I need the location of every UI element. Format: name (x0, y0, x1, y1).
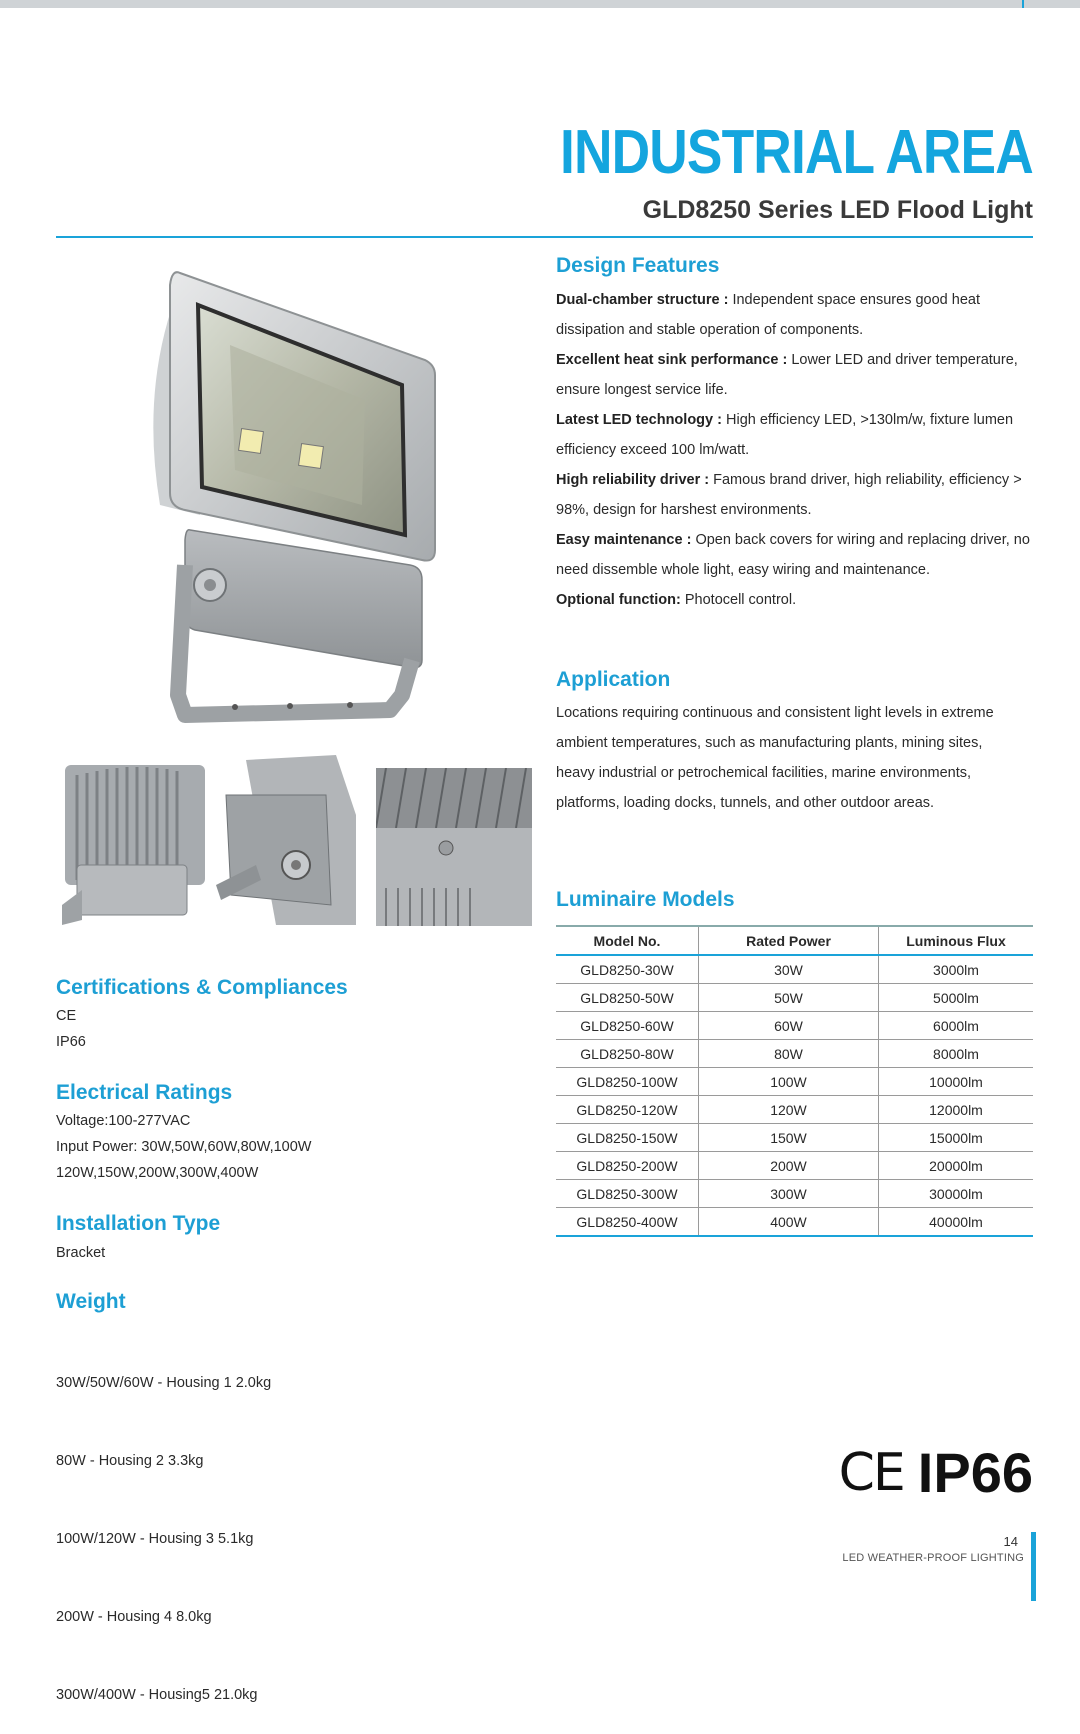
list-item: Input Power: 30W,50W,60W,80W,100W (56, 1139, 312, 1155)
ip66-mark: IP66 (917, 1441, 1033, 1504)
list-item: CE (56, 1008, 77, 1024)
feature-label: Easy maintenance : (556, 532, 692, 548)
cell-flux: 15000lm (879, 1124, 1034, 1152)
driver-housing-detail-photo (376, 768, 532, 926)
cell-flux: 6000lm (879, 1012, 1034, 1040)
cell-flux: 5000lm (879, 984, 1034, 1012)
luminaire-models-heading: Luminaire Models (556, 888, 735, 911)
table-row (556, 1152, 1033, 1180)
feature-item (556, 465, 1036, 525)
footer-accent-bar (1031, 1532, 1036, 1601)
top-border (0, 0, 1080, 8)
cell-power: 30W (699, 955, 879, 984)
column-header-flux: Luminous Flux (879, 926, 1034, 955)
cell-model: GLD8250-60W (556, 1012, 699, 1040)
cell-power: 80W (699, 1040, 879, 1068)
certifications-heading: Certifications & Compliances (56, 976, 348, 999)
electrical-ratings-list (56, 1108, 312, 1186)
feature-label: Excellent heat sink performance : (556, 352, 788, 368)
feature-text: High efficiency LED, >130lm/w, fixture lumen efficiency exceed 100 lm/watt. (556, 412, 1014, 458)
electrical-ratings-heading: Electrical Ratings (56, 1081, 233, 1104)
certifications-list (56, 1003, 86, 1055)
feature-label: Optional function: (556, 592, 681, 608)
feature-label: Dual-chamber structure : (556, 292, 729, 308)
column-header-power: Rated Power (699, 926, 879, 955)
cell-power: 150W (699, 1124, 879, 1152)
cell-model: GLD8250-100W (556, 1068, 699, 1096)
page-subtitle: GLD8250 Series LED Flood Light (642, 196, 1033, 224)
cell-flux: 3000lm (879, 955, 1034, 984)
cell-flux: 12000lm (879, 1096, 1034, 1124)
cell-power: 120W (699, 1096, 879, 1124)
flood-light-product-photo (140, 265, 450, 735)
certification-badges (839, 1440, 1033, 1505)
column-header-model: Model No. (556, 926, 699, 955)
list-item: IP66 (56, 1034, 86, 1050)
feature-item (556, 585, 1036, 615)
list-item: Voltage:100-277VAC (56, 1113, 191, 1129)
heat-sink-detail-photo (57, 755, 212, 930)
luminaire-models-table (556, 925, 1033, 1237)
application-text: Locations requiring continuous and consistent light levels in extreme ambient temperatures, such as manufacturing plants, mining sites, heavy industrial or petrochemical facilities, marine environments, platforms, loading docks, tunnels, and other outdoor areas. (556, 705, 994, 811)
feature-label: High reliability driver : (556, 472, 710, 488)
cell-flux: 8000lm (879, 1040, 1034, 1068)
cell-power: 100W (699, 1068, 879, 1096)
top-accent-mark (1022, 0, 1024, 8)
list-item: 200W - Housing 4 8.0kg (56, 1609, 212, 1625)
installation-type-heading: Installation Type (56, 1212, 221, 1235)
cell-flux: 20000lm (879, 1152, 1034, 1180)
list-item: 100W/120W - Housing 3 5.1kg (56, 1531, 254, 1547)
cell-power: 400W (699, 1208, 879, 1237)
application-heading: Application (556, 668, 671, 691)
table-row (556, 1180, 1033, 1208)
cell-power: 200W (699, 1152, 879, 1180)
mounting-bracket-detail-photo (216, 755, 364, 930)
feature-item (556, 405, 1036, 465)
cell-model: GLD8250-80W (556, 1040, 699, 1068)
cell-flux: 10000lm (879, 1068, 1034, 1096)
feature-item (556, 345, 1036, 405)
table-row (556, 1208, 1033, 1237)
installation-type-list (56, 1240, 105, 1266)
list-item: 30W/50W/60W - Housing 1 2.0kg (56, 1375, 272, 1391)
table-row (556, 984, 1033, 1012)
cell-model: GLD8250-200W (556, 1152, 699, 1180)
list-item: 80W - Housing 2 3.3kg (56, 1453, 204, 1469)
cell-model: GLD8250-400W (556, 1208, 699, 1237)
feature-text: Open back covers for wiring and replacing driver, no need dissemble whole light, easy wiring and maintenance. (556, 532, 1030, 578)
feature-item (556, 285, 1036, 345)
table-row (556, 955, 1033, 984)
table-row (556, 1068, 1033, 1096)
weight-heading: Weight (56, 1290, 126, 1313)
cell-model: GLD8250-120W (556, 1096, 699, 1124)
feature-label: Latest LED technology : (556, 412, 722, 428)
table-row (556, 1096, 1033, 1124)
table-header-row (556, 926, 1033, 955)
header-divider (56, 236, 1033, 238)
feature-text: Lower LED and driver temperature, ensure longest service life. (556, 352, 1018, 398)
page-number: 14 (1003, 1534, 1018, 1549)
cell-model: GLD8250-150W (556, 1124, 699, 1152)
cell-model: GLD8250-50W (556, 984, 699, 1012)
cell-power: 60W (699, 1012, 879, 1040)
list-item: Bracket (56, 1245, 106, 1261)
cell-flux: 30000lm (879, 1180, 1034, 1208)
table-row (556, 1124, 1033, 1152)
cell-power: 50W (699, 984, 879, 1012)
feature-text: Independent space ensures good heat dissipation and stable operation of components. (556, 292, 980, 338)
table-row (556, 1040, 1033, 1068)
weight-list (56, 1318, 271, 1734)
feature-text: Photocell control. (684, 592, 797, 608)
table-row (556, 1012, 1033, 1040)
cell-model: GLD8250-300W (556, 1180, 699, 1208)
cell-power: 300W (699, 1180, 879, 1208)
list-item: 300W/400W - Housing5 21.0kg (56, 1687, 258, 1703)
design-features-list (556, 285, 1036, 615)
page-title: INDUSTRIAL AREA (560, 118, 1033, 187)
ce-mark: CE (838, 1442, 904, 1503)
feature-item (556, 525, 1036, 585)
list-item: 120W,150W,200W,300W,400W (56, 1165, 259, 1181)
feature-text: Famous brand driver, high reliability, efficiency > 98%, design for harshest environments. (556, 472, 1022, 518)
cell-model: GLD8250-30W (556, 955, 699, 984)
footer-label: LED WEATHER-PROOF LIGHTING (842, 1552, 1024, 1564)
design-features-heading: Design Features (556, 254, 720, 277)
cell-flux: 40000lm (879, 1208, 1034, 1237)
